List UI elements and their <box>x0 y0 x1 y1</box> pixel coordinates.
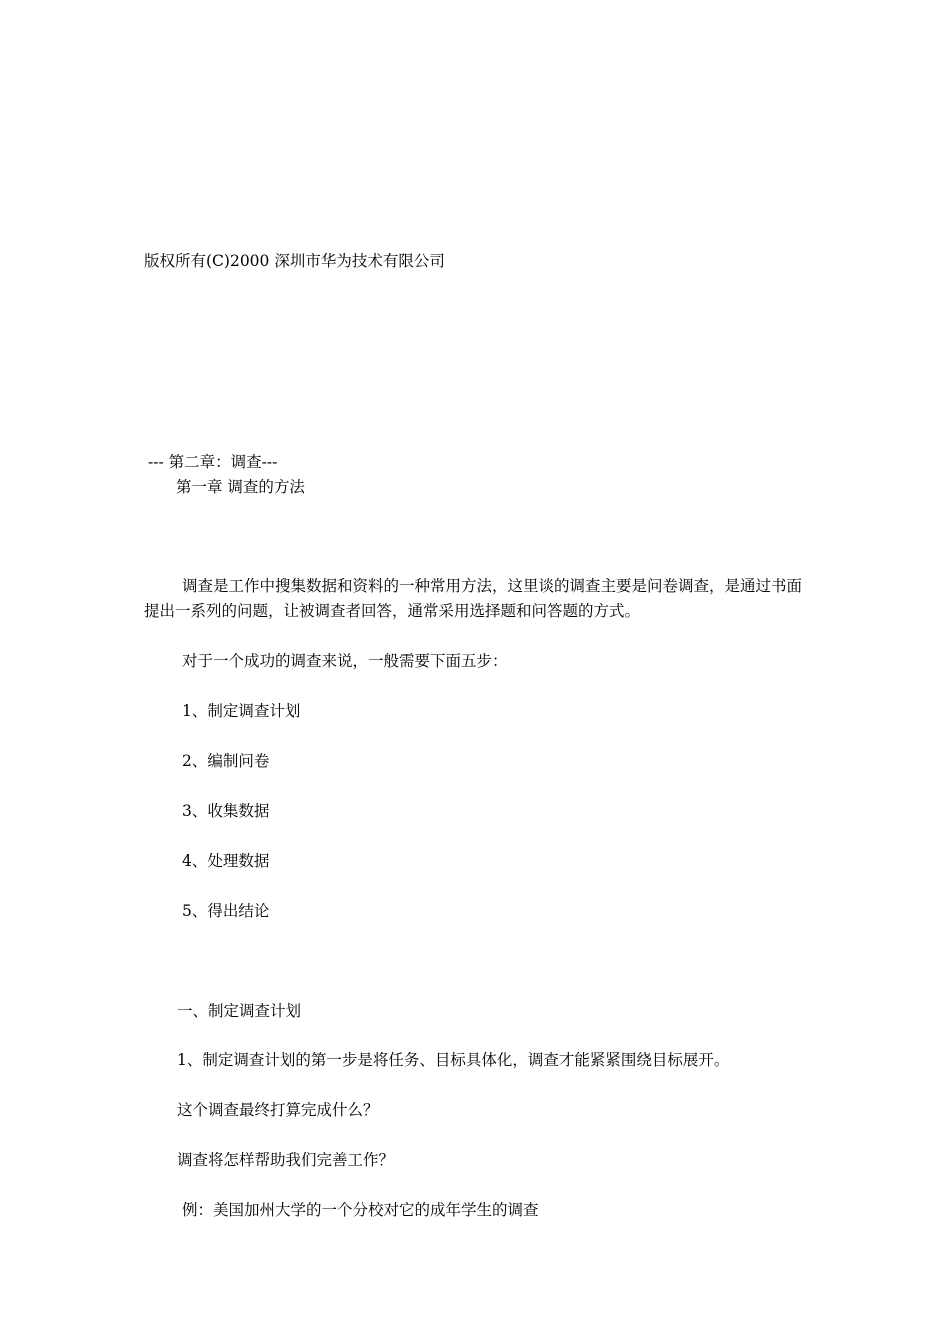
step-item-1: 1、制定调查计划 <box>182 702 301 720</box>
section-question-2: 调查将怎样帮助我们完善工作？ <box>177 1151 395 1169</box>
copyright-notice: 版权所有(C)2000 深圳市华为技术有限公司 <box>144 252 445 270</box>
section-question-1: 这个调查最终打算完成什么？ <box>177 1101 379 1119</box>
section-heading: 一、制定调查计划 <box>177 1002 302 1020</box>
intro-paragraph: 调查是工作中搜集数据和资料的一种常用方法，这里谈的调查主要是问卷调查，是通过书面提出一系列的问题，让被调查者回答，通常采用选择题和问答题的方式。 <box>144 577 803 620</box>
step-item-4: 4、处理数据 <box>182 852 270 870</box>
step-item-5: 5、得出结论 <box>182 902 270 920</box>
section-point-1: 1、制定调查计划的第一步是将任务、目标具体化，调查才能紧紧围绕目标展开。 <box>177 1051 730 1069</box>
steps-intro: 对于一个成功的调查来说，一般需要下面五步： <box>182 652 508 670</box>
section-example: 例：美国加州大学的一个分校对它的成年学生的调查 <box>182 1201 539 1219</box>
chapter-title: 第一章 调查的方法 <box>176 478 305 496</box>
step-item-2: 2、编制问卷 <box>182 752 270 770</box>
step-item-3: 3、收集数据 <box>182 802 270 820</box>
chapter-marker: --- 第二章：调查--- <box>148 453 278 471</box>
